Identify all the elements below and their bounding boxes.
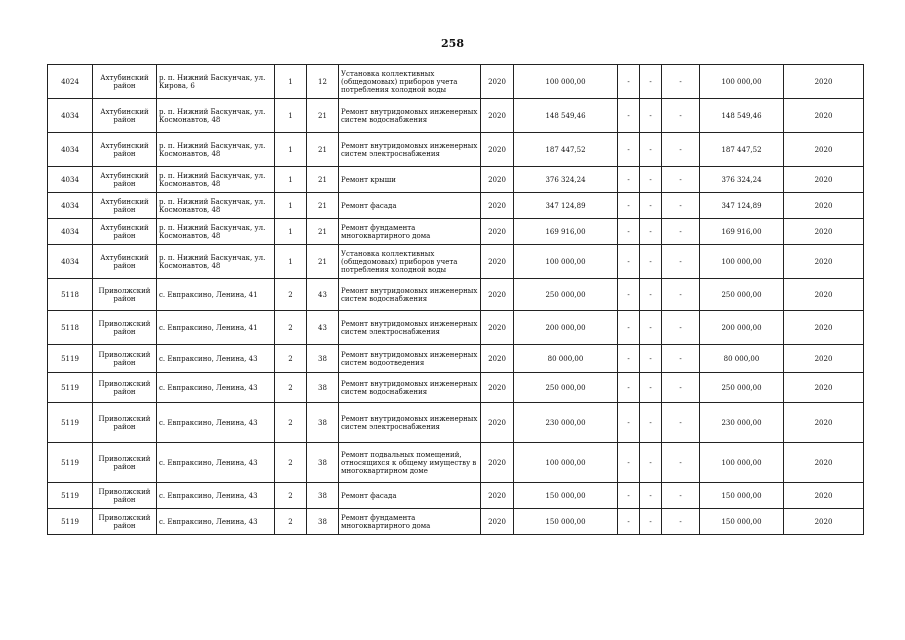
table-row bbox=[48, 193, 864, 219]
dash-cell: - bbox=[662, 279, 700, 311]
group-cell: 1 bbox=[275, 245, 307, 279]
group-cell: 1 bbox=[275, 193, 307, 219]
group-cell: 2 bbox=[275, 483, 307, 509]
address-cell: с. Евпраксино, Ленина, 41 bbox=[157, 311, 275, 345]
table-row bbox=[48, 65, 864, 99]
page-number: 258 bbox=[441, 37, 464, 50]
year-cell: 2020 bbox=[481, 219, 514, 245]
year-cell: 2020 bbox=[481, 483, 514, 509]
address-cell: с. Евпраксино, Ленина, 43 bbox=[157, 483, 275, 509]
year-cell: 2020 bbox=[481, 65, 514, 99]
row-number-cell: 5118 bbox=[48, 311, 93, 345]
group-cell: 2 bbox=[275, 403, 307, 443]
table-row bbox=[48, 311, 864, 345]
completion-year-cell: 2020 bbox=[784, 219, 864, 245]
address-cell: р. п. Нижний Баскунчак, ул. Космонавтов, 48 bbox=[157, 245, 275, 279]
year-cell: 2020 bbox=[481, 373, 514, 403]
works-table bbox=[47, 64, 864, 535]
district-cell: Ахтубинский район bbox=[93, 167, 157, 193]
dash-cell: - bbox=[662, 443, 700, 483]
group-cell: 1 bbox=[275, 99, 307, 133]
year-cell: 2020 bbox=[481, 509, 514, 535]
cost-cell: 150 000,00 bbox=[514, 509, 618, 535]
completion-year-cell: 2020 bbox=[784, 373, 864, 403]
total-cost-cell: 230 000,00 bbox=[700, 403, 784, 443]
index-cell: 21 bbox=[307, 133, 339, 167]
cost-cell: 376 324,24 bbox=[514, 167, 618, 193]
address-cell: р. п. Нижний Баскунчак, ул. Космонавтов, 48 bbox=[157, 219, 275, 245]
index-cell: 21 bbox=[307, 193, 339, 219]
index-cell: 38 bbox=[307, 373, 339, 403]
table-row bbox=[48, 167, 864, 193]
district-cell: Приволжский район bbox=[93, 483, 157, 509]
completion-year-cell: 2020 bbox=[784, 443, 864, 483]
cost-cell: 169 916,00 bbox=[514, 219, 618, 245]
cost-cell: 100 000,00 bbox=[514, 245, 618, 279]
work-type-cell: Установка коллективных (общедомовых) приборов учета потребления холодной воды bbox=[339, 65, 481, 99]
year-cell: 2020 bbox=[481, 133, 514, 167]
dash-cell: - bbox=[618, 373, 640, 403]
group-cell: 1 bbox=[275, 133, 307, 167]
dash-cell: - bbox=[640, 133, 662, 167]
address-cell: р. п. Нижний Баскунчак, ул. Космонавтов, 48 bbox=[157, 99, 275, 133]
dash-cell: - bbox=[640, 443, 662, 483]
dash-cell: - bbox=[662, 99, 700, 133]
group-cell: 2 bbox=[275, 279, 307, 311]
dash-cell: - bbox=[618, 219, 640, 245]
work-type-cell: Ремонт крыши bbox=[339, 167, 481, 193]
dash-cell: - bbox=[618, 167, 640, 193]
dash-cell: - bbox=[618, 245, 640, 279]
work-type-cell: Ремонт подвальных помещений, относящихся к общему имуществу в многоквартирном доме bbox=[339, 443, 481, 483]
dash-cell: - bbox=[640, 345, 662, 373]
dash-cell: - bbox=[618, 345, 640, 373]
dash-cell: - bbox=[618, 509, 640, 535]
address-cell: с. Евпраксино, Ленина, 43 bbox=[157, 443, 275, 483]
index-cell: 38 bbox=[307, 345, 339, 373]
cost-cell: 100 000,00 bbox=[514, 443, 618, 483]
row-number-cell: 4034 bbox=[48, 219, 93, 245]
group-cell: 1 bbox=[275, 167, 307, 193]
group-cell: 1 bbox=[275, 65, 307, 99]
dash-cell: - bbox=[618, 443, 640, 483]
district-cell: Ахтубинский район bbox=[93, 193, 157, 219]
row-number-cell: 5119 bbox=[48, 483, 93, 509]
cost-cell: 347 124,89 bbox=[514, 193, 618, 219]
dash-cell: - bbox=[662, 403, 700, 443]
cost-cell: 100 000,00 bbox=[514, 65, 618, 99]
completion-year-cell: 2020 bbox=[784, 245, 864, 279]
table-row bbox=[48, 245, 864, 279]
group-cell: 2 bbox=[275, 373, 307, 403]
year-cell: 2020 bbox=[481, 245, 514, 279]
work-type-cell: Ремонт внутридомовых инженерных систем электроснабжения bbox=[339, 403, 481, 443]
row-number-cell: 5119 bbox=[48, 509, 93, 535]
district-cell: Приволжский район bbox=[93, 311, 157, 345]
district-cell: Ахтубинский район bbox=[93, 65, 157, 99]
cost-cell: 80 000,00 bbox=[514, 345, 618, 373]
address-cell: р. п. Нижний Баскунчак, ул. Космонавтов, 48 bbox=[157, 133, 275, 167]
year-cell: 2020 bbox=[481, 193, 514, 219]
work-type-cell: Ремонт внутридомовых инженерных систем водоотведения bbox=[339, 345, 481, 373]
completion-year-cell: 2020 bbox=[784, 133, 864, 167]
row-number-cell: 4034 bbox=[48, 193, 93, 219]
total-cost-cell: 169 916,00 bbox=[700, 219, 784, 245]
dash-cell: - bbox=[662, 245, 700, 279]
index-cell: 12 bbox=[307, 65, 339, 99]
district-cell: Приволжский район bbox=[93, 403, 157, 443]
total-cost-cell: 150 000,00 bbox=[700, 509, 784, 535]
work-type-cell: Ремонт внутридомовых инженерных систем электроснабжения bbox=[339, 311, 481, 345]
total-cost-cell: 100 000,00 bbox=[700, 443, 784, 483]
completion-year-cell: 2020 bbox=[784, 483, 864, 509]
work-type-cell: Ремонт фундамента многоквартирного дома bbox=[339, 219, 481, 245]
cost-cell: 148 549,46 bbox=[514, 99, 618, 133]
cost-cell: 200 000,00 bbox=[514, 311, 618, 345]
address-cell: с. Евпраксино, Ленина, 43 bbox=[157, 373, 275, 403]
dash-cell: - bbox=[640, 509, 662, 535]
row-number-cell: 5119 bbox=[48, 403, 93, 443]
index-cell: 21 bbox=[307, 167, 339, 193]
total-cost-cell: 80 000,00 bbox=[700, 345, 784, 373]
index-cell: 43 bbox=[307, 279, 339, 311]
completion-year-cell: 2020 bbox=[784, 65, 864, 99]
dash-cell: - bbox=[640, 311, 662, 345]
row-number-cell: 5119 bbox=[48, 345, 93, 373]
total-cost-cell: 250 000,00 bbox=[700, 279, 784, 311]
dash-cell: - bbox=[662, 345, 700, 373]
row-number-cell: 5118 bbox=[48, 279, 93, 311]
district-cell: Ахтубинский район bbox=[93, 133, 157, 167]
work-type-cell: Ремонт внутридомовых инженерных систем водоснабжения bbox=[339, 279, 481, 311]
address-cell: р. п. Нижний Баскунчак, ул. Космонавтов, 48 bbox=[157, 167, 275, 193]
work-type-cell: Ремонт фундамента многоквартирного дома bbox=[339, 509, 481, 535]
completion-year-cell: 2020 bbox=[784, 311, 864, 345]
year-cell: 2020 bbox=[481, 311, 514, 345]
completion-year-cell: 2020 bbox=[784, 279, 864, 311]
address-cell: с. Евпраксино, Ленина, 43 bbox=[157, 403, 275, 443]
dash-cell: - bbox=[662, 483, 700, 509]
work-type-cell: Ремонт фасада bbox=[339, 483, 481, 509]
index-cell: 38 bbox=[307, 483, 339, 509]
year-cell: 2020 bbox=[481, 167, 514, 193]
dash-cell: - bbox=[662, 167, 700, 193]
table-row bbox=[48, 99, 864, 133]
year-cell: 2020 bbox=[481, 99, 514, 133]
total-cost-cell: 148 549,46 bbox=[700, 99, 784, 133]
district-cell: Приволжский район bbox=[93, 509, 157, 535]
row-number-cell: 5119 bbox=[48, 443, 93, 483]
year-cell: 2020 bbox=[481, 443, 514, 483]
work-type-cell: Ремонт внутридомовых инженерных систем водоснабжения bbox=[339, 99, 481, 133]
table-row bbox=[48, 509, 864, 535]
row-number-cell: 4024 bbox=[48, 65, 93, 99]
index-cell: 38 bbox=[307, 509, 339, 535]
group-cell: 2 bbox=[275, 345, 307, 373]
dash-cell: - bbox=[618, 193, 640, 219]
group-cell: 2 bbox=[275, 509, 307, 535]
work-type-cell: Установка коллективных (общедомовых) приборов учета потребления холодной воды bbox=[339, 245, 481, 279]
cost-cell: 250 000,00 bbox=[514, 279, 618, 311]
table-row bbox=[48, 403, 864, 443]
district-cell: Приволжский район bbox=[93, 373, 157, 403]
table-row bbox=[48, 133, 864, 167]
dash-cell: - bbox=[640, 373, 662, 403]
address-cell: с. Евпраксино, Ленина, 43 bbox=[157, 345, 275, 373]
row-number-cell: 4034 bbox=[48, 167, 93, 193]
district-cell: Приволжский район bbox=[93, 443, 157, 483]
row-number-cell: 4034 bbox=[48, 133, 93, 167]
dash-cell: - bbox=[618, 65, 640, 99]
work-type-cell: Ремонт внутридомовых инженерных систем водоснабжения bbox=[339, 373, 481, 403]
total-cost-cell: 187 447,52 bbox=[700, 133, 784, 167]
dash-cell: - bbox=[662, 193, 700, 219]
cost-cell: 250 000,00 bbox=[514, 373, 618, 403]
total-cost-cell: 200 000,00 bbox=[700, 311, 784, 345]
dash-cell: - bbox=[618, 403, 640, 443]
address-cell: с. Евпраксино, Ленина, 43 bbox=[157, 509, 275, 535]
address-cell: р. п. Нижний Баскунчак, ул. Космонавтов, 48 bbox=[157, 193, 275, 219]
dash-cell: - bbox=[640, 65, 662, 99]
table-row bbox=[48, 483, 864, 509]
dash-cell: - bbox=[640, 193, 662, 219]
district-cell: Ахтубинский район bbox=[93, 219, 157, 245]
work-type-cell: Ремонт фасада bbox=[339, 193, 481, 219]
completion-year-cell: 2020 bbox=[784, 403, 864, 443]
total-cost-cell: 100 000,00 bbox=[700, 245, 784, 279]
completion-year-cell: 2020 bbox=[784, 509, 864, 535]
dash-cell: - bbox=[640, 403, 662, 443]
dash-cell: - bbox=[640, 99, 662, 133]
dash-cell: - bbox=[662, 509, 700, 535]
index-cell: 38 bbox=[307, 443, 339, 483]
completion-year-cell: 2020 bbox=[784, 345, 864, 373]
row-number-cell: 4034 bbox=[48, 99, 93, 133]
dash-cell: - bbox=[618, 311, 640, 345]
year-cell: 2020 bbox=[481, 279, 514, 311]
district-cell: Приволжский район bbox=[93, 279, 157, 311]
table-row bbox=[48, 443, 864, 483]
group-cell: 1 bbox=[275, 219, 307, 245]
dash-cell: - bbox=[640, 483, 662, 509]
dash-cell: - bbox=[618, 279, 640, 311]
cost-cell: 150 000,00 bbox=[514, 483, 618, 509]
dash-cell: - bbox=[662, 133, 700, 167]
cost-cell: 187 447,52 bbox=[514, 133, 618, 167]
total-cost-cell: 376 324,24 bbox=[700, 167, 784, 193]
index-cell: 21 bbox=[307, 99, 339, 133]
table-body bbox=[48, 65, 864, 535]
index-cell: 21 bbox=[307, 245, 339, 279]
completion-year-cell: 2020 bbox=[784, 167, 864, 193]
district-cell: Ахтубинский район bbox=[93, 245, 157, 279]
dash-cell: - bbox=[618, 99, 640, 133]
district-cell: Приволжский район bbox=[93, 345, 157, 373]
index-cell: 43 bbox=[307, 311, 339, 345]
dash-cell: - bbox=[662, 311, 700, 345]
table-row bbox=[48, 279, 864, 311]
table-row bbox=[48, 219, 864, 245]
dash-cell: - bbox=[640, 245, 662, 279]
dash-cell: - bbox=[662, 65, 700, 99]
row-number-cell: 4034 bbox=[48, 245, 93, 279]
row-number-cell: 5119 bbox=[48, 373, 93, 403]
dash-cell: - bbox=[618, 483, 640, 509]
work-type-cell: Ремонт внутридомовых инженерных систем электроснабжения bbox=[339, 133, 481, 167]
completion-year-cell: 2020 bbox=[784, 193, 864, 219]
completion-year-cell: 2020 bbox=[784, 99, 864, 133]
dash-cell: - bbox=[640, 279, 662, 311]
cost-cell: 230 000,00 bbox=[514, 403, 618, 443]
index-cell: 21 bbox=[307, 219, 339, 245]
total-cost-cell: 347 124,89 bbox=[700, 193, 784, 219]
table-row bbox=[48, 345, 864, 373]
dash-cell: - bbox=[640, 167, 662, 193]
district-cell: Ахтубинский район bbox=[93, 99, 157, 133]
address-cell: р. п. Нижний Баскунчак, ул. Кирова, 6 bbox=[157, 65, 275, 99]
year-cell: 2020 bbox=[481, 345, 514, 373]
group-cell: 2 bbox=[275, 443, 307, 483]
dash-cell: - bbox=[618, 133, 640, 167]
address-cell: с. Евпраксино, Ленина, 41 bbox=[157, 279, 275, 311]
dash-cell: - bbox=[662, 219, 700, 245]
index-cell: 38 bbox=[307, 403, 339, 443]
table-row bbox=[48, 373, 864, 403]
year-cell: 2020 bbox=[481, 403, 514, 443]
group-cell: 2 bbox=[275, 311, 307, 345]
total-cost-cell: 250 000,00 bbox=[700, 373, 784, 403]
total-cost-cell: 100 000,00 bbox=[700, 65, 784, 99]
dash-cell: - bbox=[640, 219, 662, 245]
total-cost-cell: 150 000,00 bbox=[700, 483, 784, 509]
dash-cell: - bbox=[662, 373, 700, 403]
